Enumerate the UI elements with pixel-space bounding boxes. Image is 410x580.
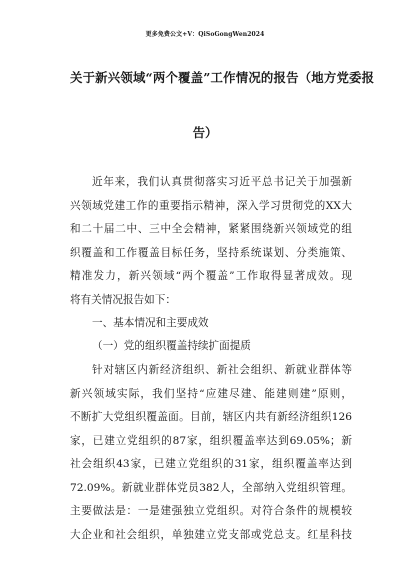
text-line: 织覆盖和工作覆盖目标任务，坚持系统谋划、分类施策、 — [70, 246, 352, 259]
document-title-continuation: 告） — [192, 125, 218, 140]
text-line: 将有关情况报告如下： — [70, 293, 176, 306]
text-line: 不断扩大党组织覆盖面。目前，辖区内共有新经济组织126 — [70, 411, 352, 423]
intro-paragraph — [70, 171, 352, 312]
heading-text: 一、基本情况和主要成效 — [92, 317, 209, 329]
text-line: 家，已建立党组织的87家，组织覆盖率达到69.05%；新 — [70, 434, 352, 447]
text-line: 近年来，我们认真贯彻落实习近平总书记关于加强新 — [92, 176, 352, 188]
text-line: 新兴领域实际，我们坚持“应建尽建、能建则建”原则， — [70, 387, 352, 400]
text-line: 72.09%。新就业群体党员382人，全部纳入党组织管理。 — [70, 481, 352, 494]
text-line: 大企业和社会组织，单独建立党支部或党总支。红星科技 — [70, 528, 352, 541]
text-line: 精准发力，新兴领域“两个覆盖”工作取得显著成效。现 — [70, 270, 352, 282]
section-heading-1 — [70, 312, 352, 336]
text-line: 针对辖区内新经济组织、新社会组织、新就业群体等 — [92, 364, 352, 376]
heading-text: （一）党的组织覆盖持续扩面提质 — [92, 340, 251, 352]
text-line: 兴领域党建工作的重要指示精神，深入学习贯彻党的XX大 — [70, 199, 352, 212]
document-title: 关于新兴领域“两个覆盖”工作情况的报告（地方党委报 — [70, 70, 375, 85]
header-note: 更多免费公文+V：QiSoGongWen2024 — [145, 31, 265, 38]
text-line: 社会组织43家，已建立党组织的31家，组织覆盖率达到 — [70, 458, 352, 470]
section-heading-2 — [70, 335, 352, 359]
text-line: 和二十届二中、三中全会精神，紧紧围绕新兴领域党的组 — [70, 223, 352, 235]
body-paragraph — [70, 359, 352, 547]
text-line: 主要做法是：一是建强独立党组织。对符合条件的规模较 — [70, 505, 352, 517]
